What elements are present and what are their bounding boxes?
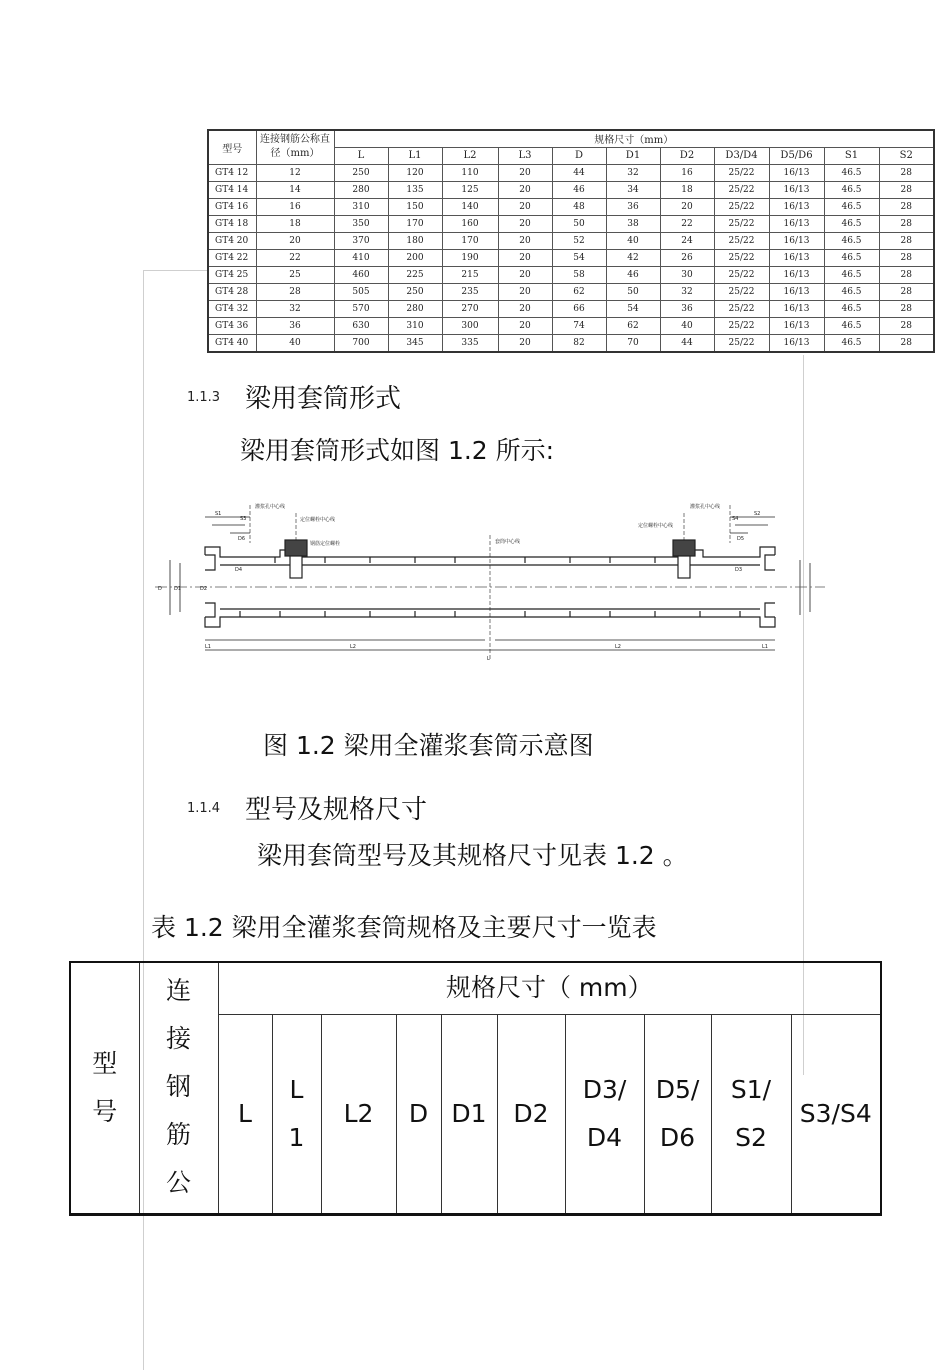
table-cell: 28 <box>879 232 934 249</box>
table-cell: 16/13 <box>769 300 824 317</box>
table-cell: 46.5 <box>824 232 879 249</box>
table-cell: 26 <box>660 249 714 266</box>
table-cell: 28 <box>879 164 934 181</box>
bolt-left <box>285 540 307 556</box>
table-cell: 62 <box>552 283 606 300</box>
header-model: 型号 <box>208 130 256 164</box>
table-cell: 250 <box>334 164 388 181</box>
label-s4: S4 <box>732 516 739 522</box>
table-cell: 20 <box>660 198 714 215</box>
table-cell: 300 <box>442 317 498 334</box>
table-cell: 20 <box>498 283 552 300</box>
table-cell: 82 <box>552 334 606 352</box>
section-title: 梁用套筒形式 <box>245 384 402 414</box>
table-cell: 270 <box>442 300 498 317</box>
sub-header: D1 <box>606 147 660 164</box>
table-cell: 42 <box>606 249 660 266</box>
label-sleeve-center: 套筒中心线 <box>495 539 521 545</box>
table-cell: 28 <box>879 198 934 215</box>
sub-header: D5/D6 <box>769 147 824 164</box>
table-cell: 66 <box>552 300 606 317</box>
table-cell: GT4 16 <box>208 198 256 215</box>
sub-header: D5/D6 <box>644 1014 711 1214</box>
table-cell: 200 <box>388 249 442 266</box>
table-row <box>208 317 934 334</box>
table-cell: 54 <box>552 249 606 266</box>
table-cell: 335 <box>442 334 498 352</box>
sub-header: L <box>218 1014 272 1214</box>
sub-header: S1 <box>824 147 879 164</box>
table-cell: 24 <box>660 232 714 249</box>
label-d6: D6 <box>238 536 246 542</box>
table-cell: 345 <box>388 334 442 352</box>
label-l2-left: L2 <box>350 644 356 650</box>
table-cell: 28 <box>879 215 934 232</box>
label-s3: S3 <box>240 516 247 522</box>
table-cell: 50 <box>606 283 660 300</box>
table-cell: 25/22 <box>714 181 769 198</box>
sub-header: L1 <box>388 147 442 164</box>
sub-header: L3 <box>498 147 552 164</box>
table-cell: GT4 28 <box>208 283 256 300</box>
header-diameter: 连接钢筋公称直径（mm） <box>256 130 334 164</box>
table-cell: 16 <box>256 198 334 215</box>
table-cell: 46.5 <box>824 266 879 283</box>
table-cell: 22 <box>256 249 334 266</box>
header-model: 型号 <box>70 962 139 1214</box>
table-row <box>208 232 934 249</box>
sub-header: L1 <box>272 1014 321 1214</box>
table-cell: 20 <box>498 215 552 232</box>
table-cell: 16/13 <box>769 266 824 283</box>
table-cell: 16/13 <box>769 198 824 215</box>
sub-header: D2 <box>660 147 714 164</box>
table-cell: 40 <box>660 317 714 334</box>
table-cell: 215 <box>442 266 498 283</box>
table-cell: 48 <box>552 198 606 215</box>
table-cell: 46.5 <box>824 215 879 232</box>
table-cell: 16/13 <box>769 232 824 249</box>
table-cell: 25/22 <box>714 164 769 181</box>
table-cell: 20 <box>498 232 552 249</box>
table-cell: 32 <box>606 164 660 181</box>
table-cell: 125 <box>442 181 498 198</box>
table-row <box>208 249 934 266</box>
table-cell: 12 <box>256 164 334 181</box>
table-cell: 250 <box>388 283 442 300</box>
label-s1: S1 <box>215 511 222 517</box>
table-cell: 170 <box>442 232 498 249</box>
table-cell: 25/22 <box>714 232 769 249</box>
table-cell: 16/13 <box>769 334 824 352</box>
table-cell: 52 <box>552 232 606 249</box>
sub-header: D <box>552 147 606 164</box>
sub-header: D1 <box>441 1014 497 1214</box>
paragraph: 梁用套筒形式如图 1.2 所示: <box>240 436 555 465</box>
label-l1-left: L1 <box>205 644 211 650</box>
table-cell: 22 <box>660 215 714 232</box>
table-row <box>208 300 934 317</box>
table-cell: 25/22 <box>714 334 769 352</box>
page-frame-top <box>143 270 209 271</box>
table-cell: 410 <box>334 249 388 266</box>
table-cell: 190 <box>442 249 498 266</box>
label-d: D <box>158 586 162 592</box>
table-cell: 350 <box>334 215 388 232</box>
table-cell: 20 <box>256 232 334 249</box>
table-cell: 20 <box>498 198 552 215</box>
label-bolt-center-right: 定位螺栓中心线 <box>638 523 674 529</box>
sub-header: D <box>396 1014 441 1214</box>
table-cell: 505 <box>334 283 388 300</box>
table-row <box>208 164 934 181</box>
sub-header: D3/D4 <box>565 1014 644 1214</box>
bolt-right <box>673 540 695 556</box>
table-cell: 28 <box>879 266 934 283</box>
label-locating-bolt: 钢筋定位螺栓 <box>310 541 341 547</box>
table-cell: 16/13 <box>769 283 824 300</box>
section-title: 型号及规格尺寸 <box>245 795 428 825</box>
table-cell: 30 <box>660 266 714 283</box>
sub-header: D3/D4 <box>714 147 769 164</box>
label-d5: D5 <box>737 536 745 542</box>
label-l2-right: L2 <box>615 644 621 650</box>
table-cell: 16/13 <box>769 181 824 198</box>
table-cell: 36 <box>256 317 334 334</box>
table-cell: 32 <box>256 300 334 317</box>
table-cell: 46.5 <box>824 164 879 181</box>
label-l1-right: L1 <box>762 644 768 650</box>
label-grout-left: 灌浆孔中心线 <box>255 504 286 510</box>
table-cell: GT4 25 <box>208 266 256 283</box>
header-diameter: 连接钢筋公 <box>139 962 218 1214</box>
table-cell: 280 <box>334 181 388 198</box>
label-d3: D3 <box>735 567 743 573</box>
table-row <box>208 215 934 232</box>
sleeve-diagram <box>150 495 830 675</box>
table-row <box>208 283 934 300</box>
table-cell: 25/22 <box>714 300 769 317</box>
table-cell: 25 <box>256 266 334 283</box>
table-cell: 310 <box>388 317 442 334</box>
table-cell: 225 <box>388 266 442 283</box>
table-cell: 28 <box>879 181 934 198</box>
table-cell: 135 <box>388 181 442 198</box>
table-cell: 460 <box>334 266 388 283</box>
table-cell: 28 <box>256 283 334 300</box>
table-cell: 36 <box>606 198 660 215</box>
table-cell: 25/22 <box>714 283 769 300</box>
table-cell: GT4 40 <box>208 334 256 352</box>
table-cell: 170 <box>388 215 442 232</box>
header-spec: 规格尺寸（mm） <box>334 130 934 147</box>
sub-header: D2 <box>497 1014 565 1214</box>
table-cell: 50 <box>552 215 606 232</box>
sub-header: L2 <box>442 147 498 164</box>
table-cell: GT4 18 <box>208 215 256 232</box>
table-cell: 46 <box>606 266 660 283</box>
table-cell: 20 <box>498 300 552 317</box>
table-cell: 40 <box>256 334 334 352</box>
sub-header: S2 <box>879 147 934 164</box>
table-cell: 58 <box>552 266 606 283</box>
table-cell: 570 <box>334 300 388 317</box>
table-cell: 120 <box>388 164 442 181</box>
table-row <box>208 181 934 198</box>
table-cell: 40 <box>606 232 660 249</box>
table-cell: 18 <box>660 181 714 198</box>
table-cell: 54 <box>606 300 660 317</box>
table-cell: GT4 32 <box>208 300 256 317</box>
label-grout-right: 灌浆孔中心线 <box>690 504 721 510</box>
table-cell: 34 <box>606 181 660 198</box>
table-row <box>208 266 934 283</box>
label-bolt-center-left: 定位螺栓中心线 <box>300 517 336 523</box>
table-cell: 46.5 <box>824 198 879 215</box>
table-cell: 16/13 <box>769 249 824 266</box>
table-cell: GT4 12 <box>208 164 256 181</box>
table-cell: 160 <box>442 215 498 232</box>
sub-header: S1/S2 <box>711 1014 791 1214</box>
table-cell: 16 <box>660 164 714 181</box>
section-number: 1.1.4 <box>187 801 221 816</box>
spec-table-top <box>207 129 935 353</box>
table-cell: 74 <box>552 317 606 334</box>
table-cell: 38 <box>606 215 660 232</box>
table-cell: 46.5 <box>824 181 879 198</box>
table-cell: 630 <box>334 317 388 334</box>
table-cell: 18 <box>256 215 334 232</box>
table-cell: 14 <box>256 181 334 198</box>
table-cell: 16/13 <box>769 317 824 334</box>
label-l: L <box>487 656 490 662</box>
table-cell: 180 <box>388 232 442 249</box>
table-cell: 28 <box>879 283 934 300</box>
label-d2: D2 <box>200 586 208 592</box>
table-cell: 46.5 <box>824 249 879 266</box>
table-cell: GT4 14 <box>208 181 256 198</box>
table-title: 表 1.2 梁用全灌浆套筒规格及主要尺寸一览表 <box>151 913 657 942</box>
table-cell: 46.5 <box>824 334 879 352</box>
label-s2: S2 <box>754 511 761 517</box>
table-cell: 28 <box>879 249 934 266</box>
table-cell: 44 <box>552 164 606 181</box>
label-d1: D1 <box>174 586 182 592</box>
table-row <box>208 198 934 215</box>
table-cell: 70 <box>606 334 660 352</box>
table-cell: 62 <box>606 317 660 334</box>
table-cell: 28 <box>879 334 934 352</box>
header-spec: 规格尺寸（ mm） <box>218 962 881 1014</box>
table-cell: 235 <box>442 283 498 300</box>
sub-header: L <box>334 147 388 164</box>
table-cell: 20 <box>498 334 552 352</box>
table-cell: 46.5 <box>824 317 879 334</box>
table-cell: 25/22 <box>714 266 769 283</box>
table-cell: 28 <box>879 300 934 317</box>
table-cell: 110 <box>442 164 498 181</box>
sub-header: L2 <box>321 1014 396 1214</box>
table-cell: GT4 36 <box>208 317 256 334</box>
table-cell: 25/22 <box>714 317 769 334</box>
table-cell: 25/22 <box>714 249 769 266</box>
table-cell: 20 <box>498 249 552 266</box>
table-cell: 16/13 <box>769 164 824 181</box>
table-cell: 44 <box>660 334 714 352</box>
paragraph: 梁用套筒型号及其规格尺寸见表 1.2 。 <box>257 841 688 870</box>
table-cell: 140 <box>442 198 498 215</box>
table-cell: 20 <box>498 164 552 181</box>
section-number: 1.1.3 <box>187 390 221 405</box>
table-cell: GT4 20 <box>208 232 256 249</box>
table-cell: 16/13 <box>769 215 824 232</box>
table-cell: 46 <box>552 181 606 198</box>
table-cell: 25/22 <box>714 198 769 215</box>
table-cell: 20 <box>498 317 552 334</box>
table-row <box>208 334 934 352</box>
table-cell: 25/22 <box>714 215 769 232</box>
table-cell: 310 <box>334 198 388 215</box>
spec-table-bottom <box>69 961 882 1216</box>
table-cell: GT4 22 <box>208 249 256 266</box>
table-cell: 20 <box>498 181 552 198</box>
table-cell: 36 <box>660 300 714 317</box>
sub-header: S3/S4 <box>791 1014 881 1214</box>
table-cell: 150 <box>388 198 442 215</box>
table-cell: 370 <box>334 232 388 249</box>
table-cell: 700 <box>334 334 388 352</box>
table-cell: 46.5 <box>824 283 879 300</box>
label-d4: D4 <box>235 567 243 573</box>
table-cell: 46.5 <box>824 300 879 317</box>
table-cell: 280 <box>388 300 442 317</box>
table-cell: 32 <box>660 283 714 300</box>
figure-caption: 图 1.2 梁用全灌浆套筒示意图 <box>263 731 594 760</box>
table-cell: 28 <box>879 317 934 334</box>
table-cell: 20 <box>498 266 552 283</box>
